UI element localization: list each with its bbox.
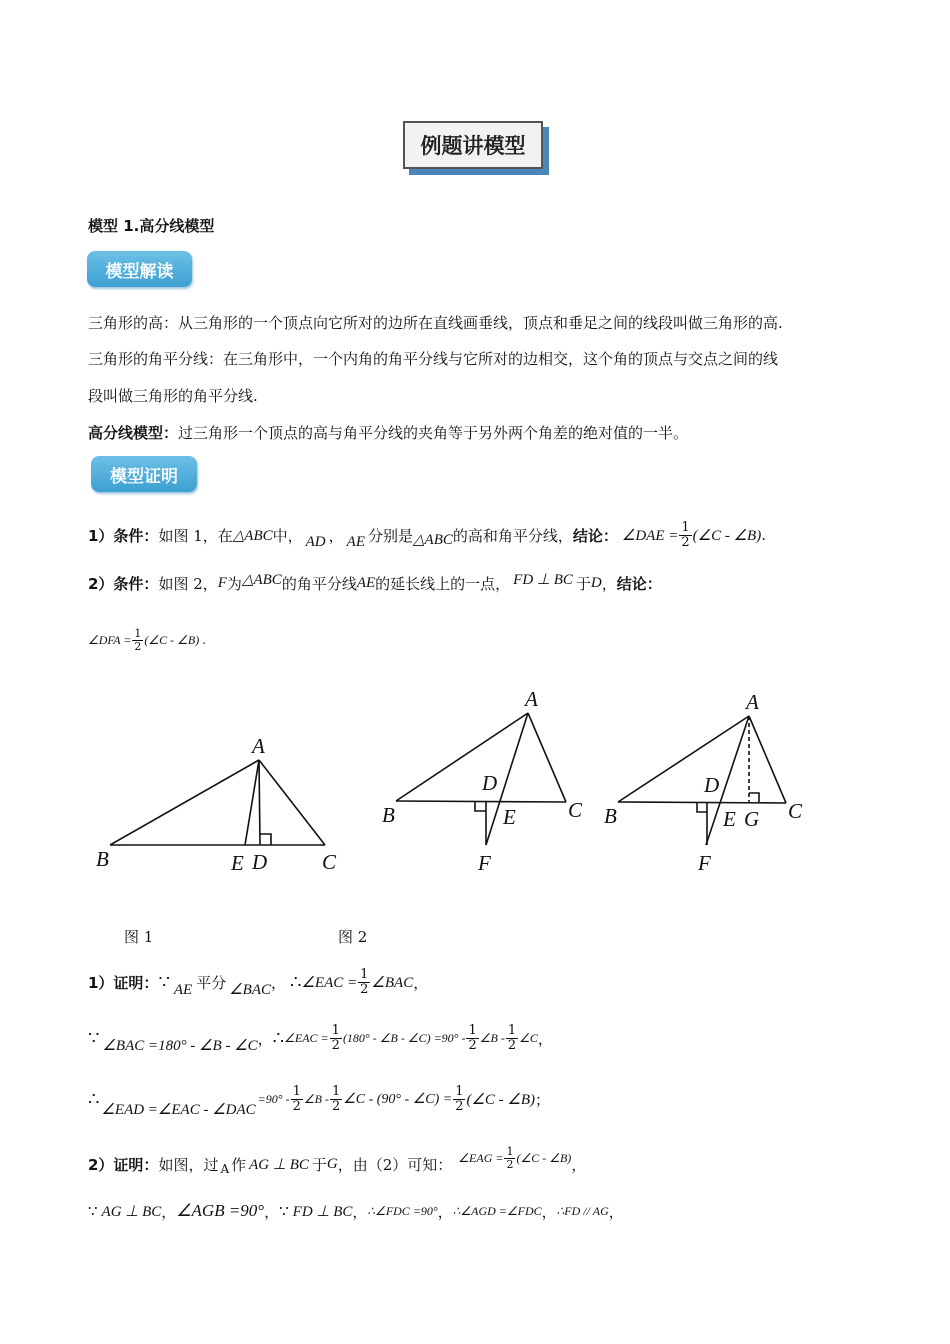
proof3-text-5: (∠C - ∠B) (466, 1091, 536, 1108)
proof5-comma-1: ， (161, 1202, 177, 1221)
fig1-label-e: E (231, 851, 244, 875)
cond1-lhs: ∠DAE = (621, 527, 679, 544)
cond1-conclusion-label: 结论： (572, 526, 618, 545)
therefore-symbol: ∴ (272, 1027, 285, 1049)
proof5-fdc: ∴∠FDC =90° (367, 1203, 438, 1218)
proof-2-line-1 (88, 1146, 586, 1182)
fig2-label-a: A (525, 687, 538, 711)
therefore-symbol: ∴ (290, 971, 302, 993)
proof2-text-2: ∠EAC = (284, 1030, 329, 1045)
cond2-text-3: 的角平分线 (281, 574, 357, 593)
cond2-text-1: 如图 2， (158, 574, 218, 593)
because-symbol-2: ∵ (279, 1202, 289, 1220)
cond1-rhs: (∠C - ∠B) (692, 527, 762, 544)
fig3-label-f: F (698, 851, 711, 875)
proof5-parallel: ∴FD // AG (556, 1203, 609, 1218)
proof-1-line-1 (88, 962, 428, 1002)
fig3-right-angle-mark-d (697, 802, 707, 812)
model-definition-label: 高分线模型： (88, 424, 179, 442)
proof2-text-3: (180° - ∠B - ∠C) =90° - (342, 1030, 466, 1045)
cond1-triangle-2: △ABC (413, 531, 453, 548)
fig3-label-b: B (604, 804, 617, 828)
fraction-numerator: 1 (455, 1083, 464, 1099)
fraction-numerator: 1 (134, 626, 142, 640)
cond1-text-2: 中， (272, 526, 303, 545)
proof3-text-2: =90° - (257, 1091, 290, 1106)
figure-3 (618, 716, 786, 845)
proof5-agb: ∠AGB =90° (176, 1201, 265, 1220)
fig1-bisector-ae (245, 760, 259, 845)
fraction-denominator: 2 (455, 1098, 464, 1114)
proof4-text-2: 作 (231, 1155, 247, 1174)
fig1-label-c: C (322, 850, 337, 874)
cond2-text-2: 为 (226, 574, 242, 593)
model-definition-text: 过三角形一个顶点的高与角平分线的夹角等于另外两个角差的绝对值的一半。 (178, 424, 689, 442)
fraction-numerator: 1 (681, 519, 690, 535)
proof3-text-3: ∠B - (303, 1091, 329, 1106)
proof1-ae: AE (173, 981, 193, 998)
fig2-label-b: B (382, 803, 395, 827)
figure-1 (110, 760, 325, 845)
fraction-denominator: 2 (331, 1037, 340, 1053)
fig1-label-b: B (96, 847, 109, 871)
cond1-label: 1）条件： (88, 526, 159, 545)
condition-2-conclusion (88, 622, 206, 658)
model-title: 模型 1.高分线模型 (88, 217, 215, 235)
fraction-numerator: 1 (506, 1144, 514, 1158)
fig1-altitude-ad (259, 760, 260, 845)
cond1-text-3: 分别是 (367, 526, 413, 545)
proof1-fraction (358, 968, 370, 997)
proof4-ag-perp: AG ⊥ BC (249, 1156, 309, 1173)
cond2-fraction (132, 628, 143, 653)
paragraph-altitude: 三角形的高：从三角形的一个顶点向它所对的边所在直线画垂线，顶点和垂足之间的线段叫做三角形的高. (88, 314, 783, 332)
geometry-figures (0, 680, 950, 890)
proof1-bac-2: ∠BAC (371, 974, 414, 991)
proof1-end: ， (413, 973, 429, 992)
fig2-label-e: E (503, 805, 516, 829)
proof3-text-1: ∠EAD =∠EAC - ∠DAC (101, 1101, 256, 1118)
proof4-fraction (504, 1146, 515, 1171)
cond1-triangle: △ABC (232, 527, 273, 544)
section-banner: 例题讲模型 (403, 121, 543, 169)
fig1-label-a: A (252, 734, 265, 758)
fraction-denominator: 2 (507, 1037, 517, 1053)
proof3-fraction-2 (330, 1085, 342, 1114)
proof2-text-4: ∠B - (479, 1030, 505, 1045)
proof4-end: ， (571, 1155, 587, 1174)
cond2-text-5: 于 (575, 574, 591, 593)
cond2-d: D (590, 574, 602, 591)
proof4-g: G (326, 1155, 338, 1172)
cond2-rhs: (∠C - ∠B) (144, 632, 200, 647)
cond1-text-4: 的高和角平分线， (452, 526, 573, 545)
proof2-text-1: ∠BAC =180° - ∠B - ∠C (102, 1037, 258, 1054)
cond2-fd-perp: FD ⊥ BC (513, 571, 573, 588)
fig2-label-f: F (478, 851, 491, 875)
proof4-rhs: (∠C - ∠B) (516, 1150, 572, 1165)
cond2-text-6: ， (601, 574, 617, 593)
fraction-denominator: 2 (506, 1157, 514, 1171)
proof5-fd-perp: FD ⊥ BC (292, 1203, 353, 1220)
fig3-right-angle-mark-g (749, 793, 759, 802)
paragraph-bisector-1: 三角形的角平分线：在三角形中，一个内角的角平分线与它所对的边相交，这个角的顶点与交点之间的线 (88, 350, 779, 368)
proof5-ag-perp: AG ⊥ BC (101, 1203, 162, 1220)
fraction-numerator: 1 (331, 1022, 340, 1038)
fig3-label-c: C (788, 799, 803, 823)
fraction-denominator: 2 (331, 1098, 341, 1114)
proof3-text-4: ∠C - (90° - ∠C) = (343, 1091, 453, 1107)
proof2-end: ， (537, 1029, 553, 1048)
proof3-end: ； (535, 1090, 551, 1109)
fraction-denominator: 2 (468, 1037, 477, 1053)
fig2-right-angle-mark (475, 801, 486, 811)
model-proof-badge: 模型证明 (91, 456, 197, 492)
proof5-comma-3: ， (352, 1202, 368, 1221)
fig2-label-d: D (482, 771, 498, 795)
condition-1 (88, 515, 766, 555)
fraction-denominator: 2 (681, 534, 690, 550)
proof2-fraction-1 (330, 1024, 342, 1053)
proof5-comma-4: ， (437, 1202, 453, 1221)
figure-2 (396, 713, 566, 845)
therefore-symbol: ∴ (88, 1088, 100, 1110)
proof3-fraction-3 (453, 1085, 465, 1114)
proof1-eac: ∠EAC = (301, 974, 358, 991)
fig1-label-d: D (252, 850, 268, 874)
fig3-label-e: E (723, 807, 736, 831)
cond2-label: 2）条件： (88, 574, 159, 593)
fraction-numerator: 1 (507, 1022, 517, 1038)
proof4-eag: ∠EAG = (458, 1150, 504, 1165)
cond1-ae: AE (346, 533, 365, 550)
because-symbol: ∵ (88, 1027, 100, 1049)
paragraph-bisector-2: 段叫做三角形的角平分线. (88, 387, 258, 405)
proof2-text-5: ∠C (519, 1030, 538, 1045)
figure-1-caption: 图 1 (124, 928, 154, 946)
proof4-text-1: 如图，过 (158, 1155, 219, 1174)
cond2-lhs: ∠DFA = (88, 632, 132, 647)
cond2-conclusion-label: 结论： (616, 574, 662, 593)
proof2-fraction-2 (466, 1024, 478, 1053)
because-symbol: ∵ (158, 971, 170, 993)
proof1-bac: ∠BAC (229, 981, 272, 998)
condition-2 (88, 570, 662, 596)
proof5-comma-6: ， (608, 1202, 624, 1221)
cond1-sep: ， (328, 526, 344, 545)
proof1-text-1: 平分 (196, 973, 227, 992)
cond2-end: . (202, 633, 207, 647)
fig3-label-a: A (746, 690, 759, 714)
fig3-label-g: G (744, 807, 760, 831)
proof4-text-4: ，由（2）可知： (337, 1155, 453, 1174)
fraction-denominator: 2 (134, 639, 142, 653)
cond1-fraction (679, 521, 691, 550)
cond2-triangle: △ABC (241, 571, 282, 588)
proof-1-line-3 (88, 1078, 550, 1120)
model-definition (88, 422, 688, 443)
proof1-label: 1）证明： (88, 973, 159, 992)
cond2-ae: AE (356, 574, 376, 591)
cond1-ad: AD (305, 533, 326, 550)
proof-2-line-2 (88, 1197, 624, 1225)
fraction-denominator: 2 (292, 1098, 301, 1114)
fraction-numerator: 1 (331, 1083, 341, 1099)
proof5-comma-2: ， (264, 1202, 280, 1221)
cond2-f: F (217, 574, 227, 591)
cond2-text-4: 的延长线上的一点， (375, 574, 511, 593)
because-symbol: ∵ (88, 1202, 98, 1220)
proof5-comma-5: ， (541, 1202, 557, 1221)
proof3-fraction-1 (291, 1085, 303, 1114)
proof-1-line-2 (88, 1018, 553, 1058)
figure-2-caption: 图 2 (338, 928, 368, 946)
fraction-numerator: 1 (292, 1083, 301, 1099)
fraction-denominator: 2 (360, 981, 369, 997)
fig1-right-angle-mark (260, 834, 271, 845)
model-interpretation-badge: 模型解读 (87, 251, 192, 287)
cond1-end: . (761, 526, 767, 544)
cond1-text-1: 如图 1，在 (158, 526, 233, 545)
proof4-point-a: A (220, 1162, 230, 1176)
fraction-numerator: 1 (468, 1022, 477, 1038)
proof4-text-3: 于 (311, 1155, 327, 1174)
fig2-label-c: C (568, 798, 583, 822)
proof2-fraction-3 (506, 1024, 518, 1053)
fig3-label-d: D (704, 773, 720, 797)
proof4-label: 2）证明： (88, 1155, 159, 1174)
proof5-agd: ∴∠AGD =∠FDC (452, 1203, 542, 1218)
fraction-numerator: 1 (360, 966, 369, 982)
proof2-sep: ， (257, 1029, 273, 1048)
proof1-sep: ， (271, 973, 287, 992)
